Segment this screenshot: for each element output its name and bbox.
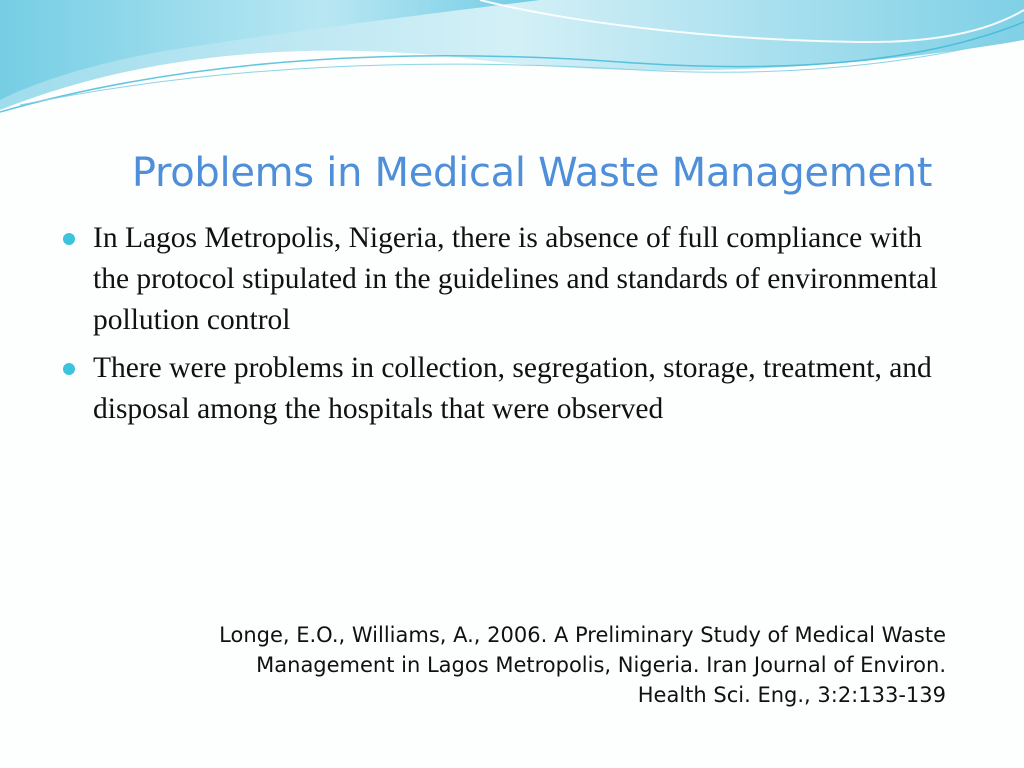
bullet-list <box>62 218 942 437</box>
bullet-text: In Lagos Metropolis, Nigeria, there is absence of full compliance with the protocol stipulated in the guidelines and standards of environmental pollution control <box>93 222 938 336</box>
citation-line: Longe, E.O., Williams, A., 2006. A Preliminary Study of Medical Waste <box>219 623 946 647</box>
citation-line: Health Sci. Eng., 3:2:133-139 <box>637 683 946 707</box>
bullet-item <box>62 218 942 341</box>
citation-line: Management in Lagos Metropolis, Nigeria. Iran Journal of Environ. <box>256 653 946 677</box>
slide-title: Problems in Medical Waste Management <box>131 150 933 196</box>
bullet-text: There were problems in collection, segregation, storage, treatment, and disposal among the hospitals that were observed <box>93 352 932 425</box>
bullet-dot-icon <box>63 233 75 245</box>
wave-decoration <box>0 0 1024 130</box>
bullet-dot-icon <box>63 363 75 375</box>
bullet-item <box>62 348 942 430</box>
citation <box>46 620 946 710</box>
